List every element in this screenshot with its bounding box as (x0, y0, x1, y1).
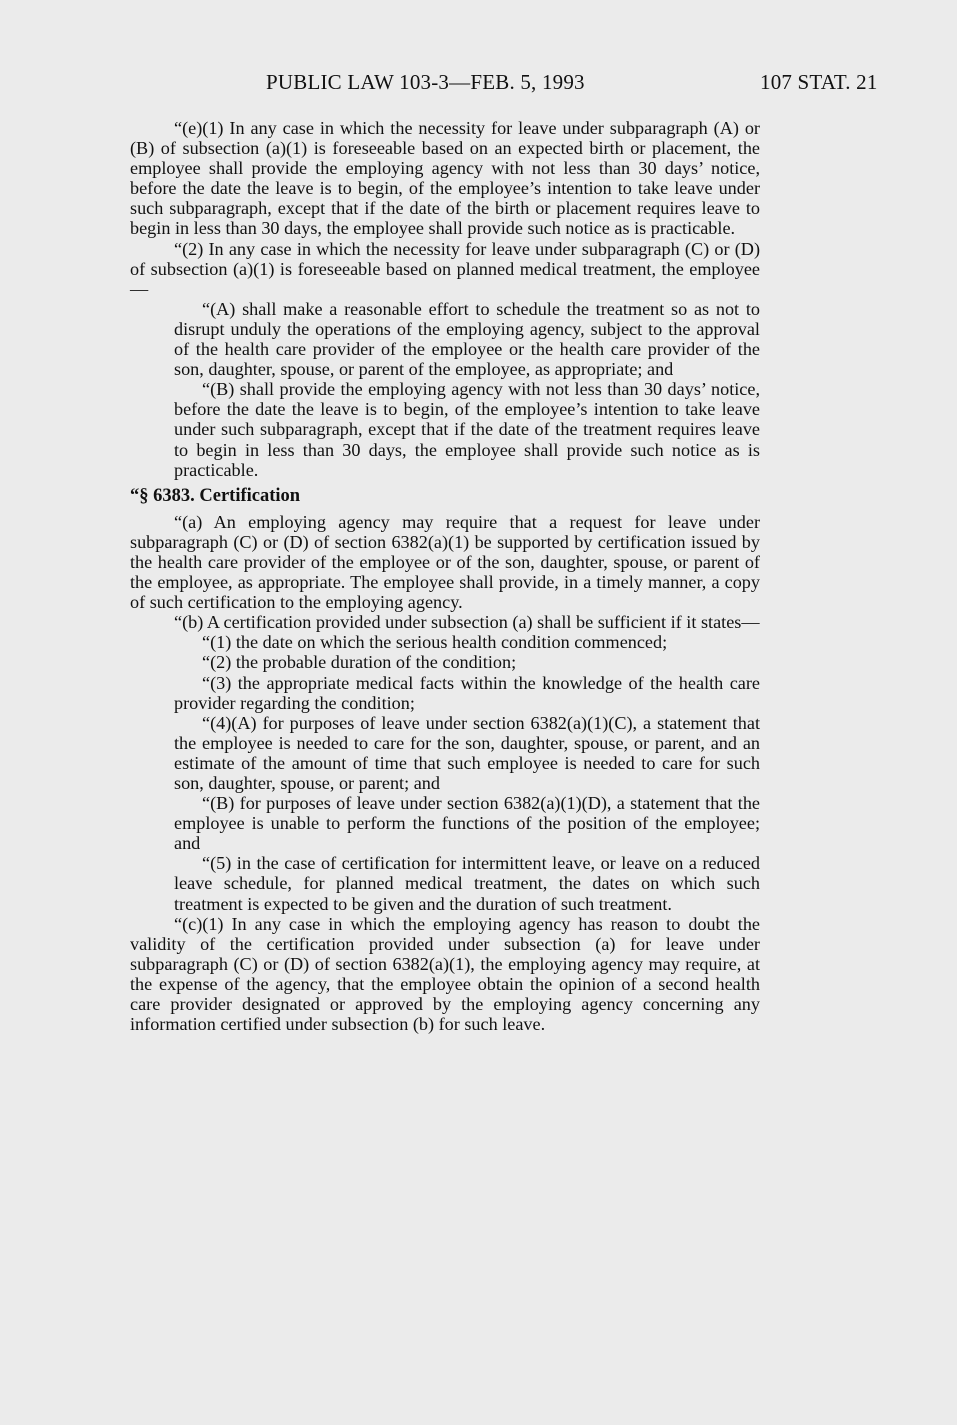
paragraph-e2: “(2) In any case in which the necessity for leave under subparagraph (C) or (D) of subsection (a)(1) is foreseeable based on planned medical treatment, the employee— (130, 238, 760, 299)
paragraph-b3: “(3) the appropriate medical facts within the knowledge of the health care provider regarding the condition; (174, 672, 760, 713)
paragraph-a: “(a) An employing agency may require that a request for leave under subparagraph (C) or (D) of section 6382(a)(1) be supported by certification issued by the health care provider of the employee or of the son, daughter, spouse, or parent of the employee, as appropriate. The employee shall provide, in a timely manner, a copy of such certification to the employing agency. (130, 511, 760, 613)
body-text (130, 118, 760, 1034)
paragraph-b5: “(5) in the case of certification for intermittent leave, or leave on a reduced leave schedule, for planned medical treatment, the dates on which such treatment is expected to be given and the duration of such treatment. (174, 853, 760, 914)
paragraph-b1: “(1) the date on which the serious health condition commenced; (202, 632, 668, 653)
section-heading: “§ 6383. Certification (130, 485, 301, 506)
paragraph-c1: “(c)(1) In any case in which the employing agency has reason to doubt the validity of the certification provided under subsection (a) for leave under subparagraph (C) or (D) of section 6382(a)(1), the employing agency may require, at the expense of the agency, that the employee obtain the opinion of a second health care provider designated or approved by the employing agency concerning any information certified under subsection (b) for such leave. (130, 913, 760, 1035)
paragraph-e2A: “(A) shall make a reasonable effort to schedule the treatment so as not to disrupt unduly the operations of the employing agency, subject to the approval of the health care provider of the employee or the health care provider of the son, daughter, spouse, or parent of the employee, as appropriate; and (174, 298, 760, 380)
page-header (0, 70, 957, 100)
running-title: PUBLIC LAW 103-3—FEB. 5, 1993 (266, 70, 585, 94)
paragraph-b2: “(2) the probable duration of the condition; (202, 652, 517, 673)
paragraph-e1: “(e)(1) In any case in which the necessity for leave under subparagraph (A) or (B) of subsection (a)(1) is foreseeable based on an expected birth or placement, the employee shall provide the employing agency with not less than 30 days’ notice, before the date the leave is to begin, of the employee’s intention to take leave under such subparagraph, except that if the date of the birth or placement requires leave to begin in less than 30 days, the employee shall provide such notice as is practicable. (130, 118, 760, 239)
paragraph-b4A: “(4)(A) for purposes of leave under section 6382(a)(1)(C), a statement that the employee is needed to care for the son, daughter, spouse, or parent, and an estimate of the amount of time that such employee is needed to care for such son, daughter, spouse, or parent; and (174, 712, 760, 793)
paragraph-b: “(b) A certification provided under subsection (a) shall be sufficient if it states— (174, 612, 760, 633)
stat-citation: 107 STAT. 21 (760, 70, 878, 94)
paragraph-e2B: “(B) shall provide the employing agency with not less than 30 days’ notice, before the date the leave is to begin, of the employee’s intention to take leave under such subparagraph, except that if the date of the treatment requires leave to begin in less than 30 days, the employee shall provide such notice as is practicable. (174, 379, 760, 480)
paragraph-b4B: “(B) for purposes of leave under section 6382(a)(1)(D), a statement that the employee is unable to perform the functions of the position of the employee; and (174, 793, 760, 854)
